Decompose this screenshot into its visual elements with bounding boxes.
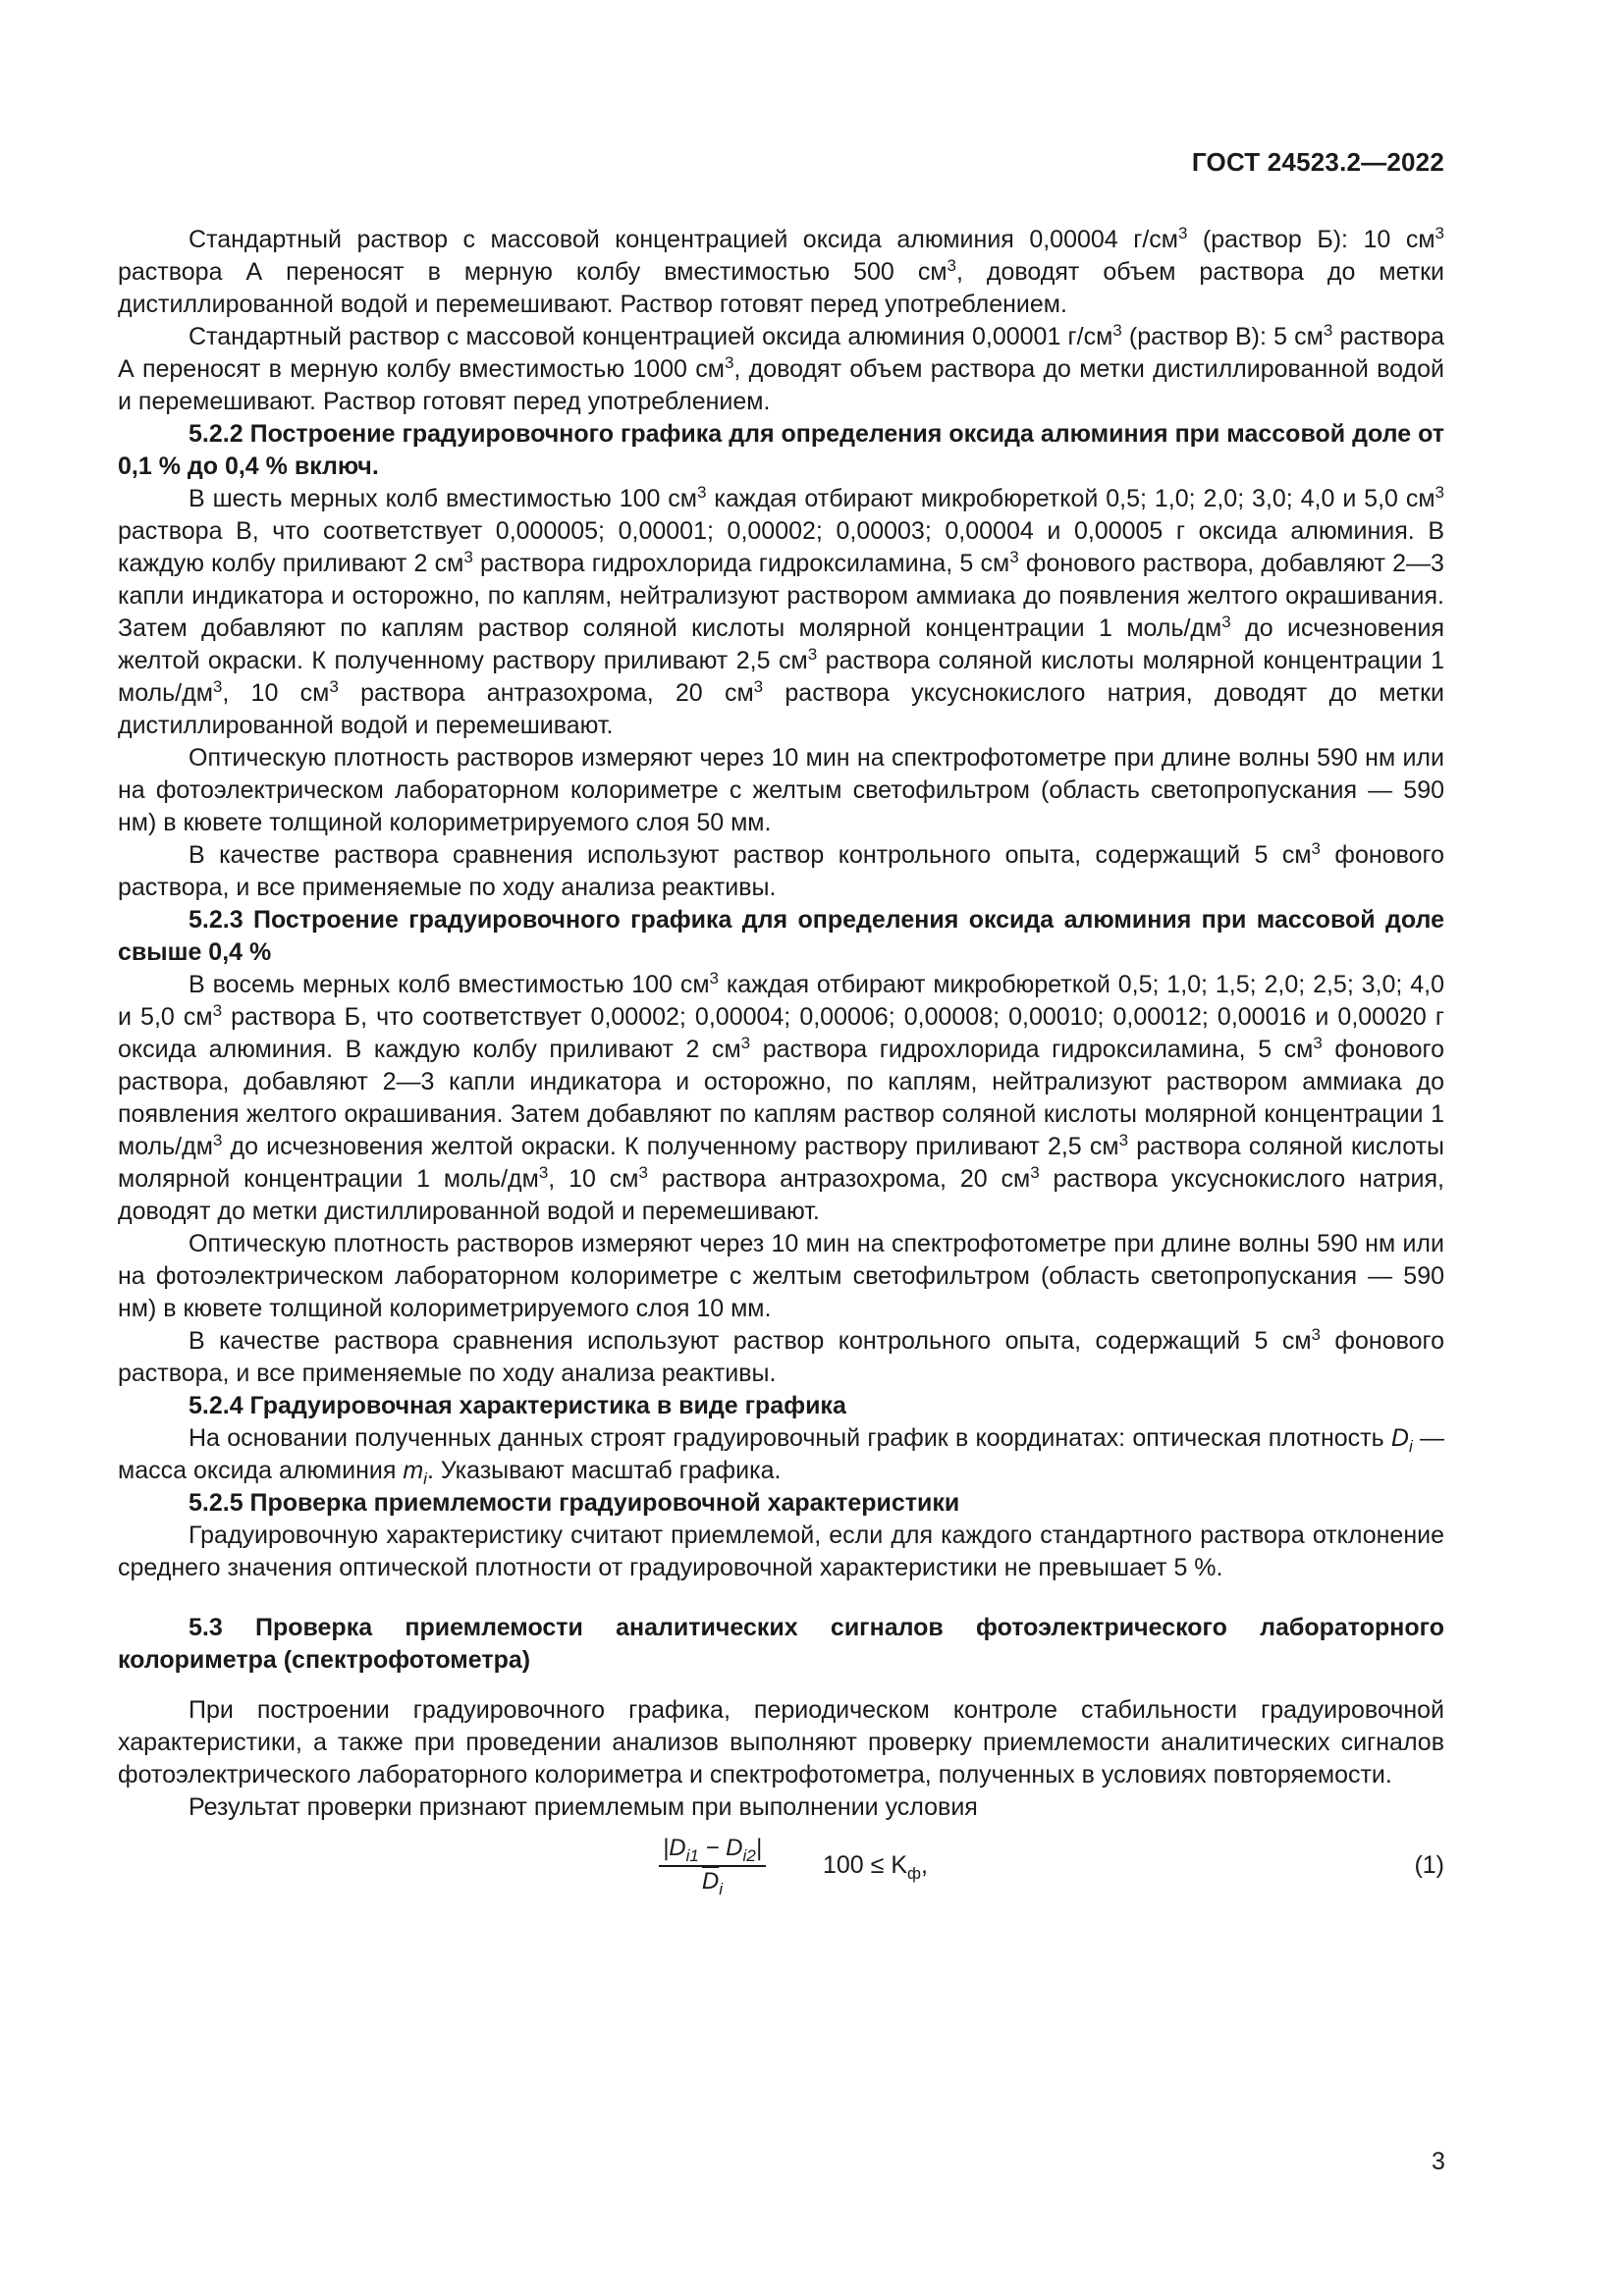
paragraph-5-2-4: На основании полученных данных строят градуировочный график в координатах: оптическая плотность $D_i$ — масса оксида алюминия $m_i$. Указывают масштаб графика. xyxy=(118,1424,1444,1488)
paragraph-5-3-condition: Результат проверки признают приемлемым при выполнении условия xyxy=(189,1793,978,1821)
formula-numerator: $|D_{i1} - D_{i2}|$ xyxy=(659,1834,766,1867)
formula-denominator: $\overline{D}_i$ xyxy=(701,1868,724,1898)
paragraph-solution-b: Стандартный раствор с массовой концентрацией оксида алюминия 0,00004 $г/см^3$ (раствор Б): 10 $см^3$ раствора А переносят в мерную колбу вместимостью 500 $см^3$, доводят объем раствора до метки дистиллированной водой и перемешивают. Раствор готовят перед употреблением. xyxy=(118,224,1444,318)
formula-number: (1) xyxy=(1414,1851,1444,1879)
document-body xyxy=(118,224,1444,1923)
paragraph-5-2-3-reference: В качестве раствора сравнения используют раствор контрольного опыта, содержащий 5 $см^3$ фонового раствора, и все применяемые по ходу анализа реактивы. xyxy=(118,1325,1444,1387)
heading-5-2-3: 5.2.3 Построение градуировочного графика для определения оксида алюминия при массовой доле свыше 0,4 % xyxy=(118,906,1444,966)
paragraph-5-2-3-measurement: Оптическую плотность растворов измеряют через 10 мин на спектрофотометре при длине волны 590 нм или на фотоэлектрическом лабораторном колориметре с желтым светофильтром (область светопропускания — 590 нм) в кювете толщиной колориметрируемого слоя 10 мм. xyxy=(118,1230,1444,1322)
formula-1 xyxy=(118,1830,1444,1923)
paragraph-5-2-2-measurement: Оптическую плотность растворов измеряют через 10 мин на спектрофотометре при длине волны 590 нм или на фотоэлектрическом лабораторном колориметре с желтым светофильтром (область светопропускания — 590 нм) в кювете толщиной колориметрируемого слоя 50 мм. xyxy=(118,744,1444,836)
paragraph-5-3-intro: При построении градуировочного графика, периодическом контроле стабильности градуировочной характеристики, а также при проведении анализов выполняют проверку приемлемости аналитических сигналов фотоэлектрического лабораторного колориметра и спектрофотометра, полученных в условиях повторяемости. xyxy=(118,1696,1444,1789)
paragraph-5-2-5: Градуировочную характеристику считают приемлемой, если для каждого стандартного раствора отклонение среднего значения оптической плотности от градуировочной характеристики не превышает 5 %. xyxy=(118,1522,1444,1581)
heading-5-3: 5.3 Проверка приемлемости аналитических сигналов фотоэлектрического лабораторного колориметра (спектрофотометра) xyxy=(118,1614,1444,1674)
paragraph-solution-v: Стандартный раствор с массовой концентрацией оксида алюминия 0,00001 $г/см^3$ (раствор В): 5 $см^3$ раствора А переносят в мерную колбу вместимостью 1000 $см^3$, доводят объем раствора до метки дистиллированной водой и перемешивают. Раствор готовят перед употреблением. xyxy=(118,321,1444,415)
document-id-header: ГОСТ 24523.2—2022 xyxy=(1191,147,1444,177)
formula-fraction xyxy=(659,1834,766,1896)
heading-5-2-4: 5.2.4 Градуировочная характеристика в виде графика xyxy=(189,1392,846,1419)
heading-5-2-5: 5.2.5 Проверка приемлемости градуировочной характеристики xyxy=(189,1489,960,1517)
paragraph-5-2-2-procedure: В шесть мерных колб вместимостью 100 $см^3$ каждая отбирают микробюреткой 0,5; 1,0; 2,0; 3,0; 4,0 и 5,0 $см^3$ раствора В, что соответствует 0,000005; 0,00001; 0,00002; 0,00003; 0,00004 и 0,00005 г оксида алюминия. В каждую колбу приливают 2 $см^3$ раствора гидрохлорида гидроксиламина, 5 $см^3$ фонового раствора, добавляют 2—3 капли индикатора и осторожно, по каплям, нейтрализуют раствором аммиака до появления желтого окрашивания. Затем добавляют по каплям раствор соляной кислоты молярной концентрации 1 моль/$дм^3$ до исчезновения желтой окраски. К полученному раствору приливают 2,5 $см^3$ раствора соляной кислоты молярной концентрации 1 моль/$дм^3$, 10 $см^3$ раствора антразохрома, 20 $см^3$ раствора уксуснокислого натрия, доводят до метки дистиллированной водой и перемешивают. xyxy=(118,483,1444,739)
heading-5-2-2: 5.2.2 Построение градуировочного графика для определения оксида алюминия при массовой доле от 0,1 % до 0,4 % включ. xyxy=(118,420,1444,480)
paragraph-5-2-3-procedure: В восемь мерных колб вместимостью 100 $см^3$ каждая отбирают микробюреткой 0,5; 1,0; 1,5; 2,0; 2,5; 3,0; 4,0 и 5,0 $см^3$ раствора Б, что соответствует 0,00002; 0,00004; 0,00006; 0,00008; 0,00010; 0,00012; 0,00016 и 0,00020 г оксида алюминия. В каждую колбу приливают 2 $см^3$ раствора гидрохлорида гидроксиламина, 5 $см^3$ фонового раствора, добавляют 2—3 капли индикатора и осторожно, по каплям, нейтрализуют раствором аммиака до появления желтого окрашивания. Затем добавляют по каплям раствор соляной кислоты молярной концентрации 1 моль/$дм^3$ до исчезновения желтой окраски. К полученному раствору приливают 2,5 $см^3$ раствора соляной кислоты молярной концентрации 1 моль/$дм^3$, 10 $см^3$ раствора антразохрома, 20 $см^3$ раствора уксуснокислого натрия, доводят до метки дистиллированной водой и перемешивают. xyxy=(118,969,1445,1225)
paragraph-5-2-2-reference: В качестве раствора сравнения используют раствор контрольного опыта, содержащий 5 $см^3$ фонового раствора, и все применяемые по ходу анализа реактивы. xyxy=(118,839,1444,901)
formula-inequality: $100 \le K_ф$, xyxy=(823,1851,928,1883)
page-number: 3 xyxy=(1432,2148,1445,2175)
